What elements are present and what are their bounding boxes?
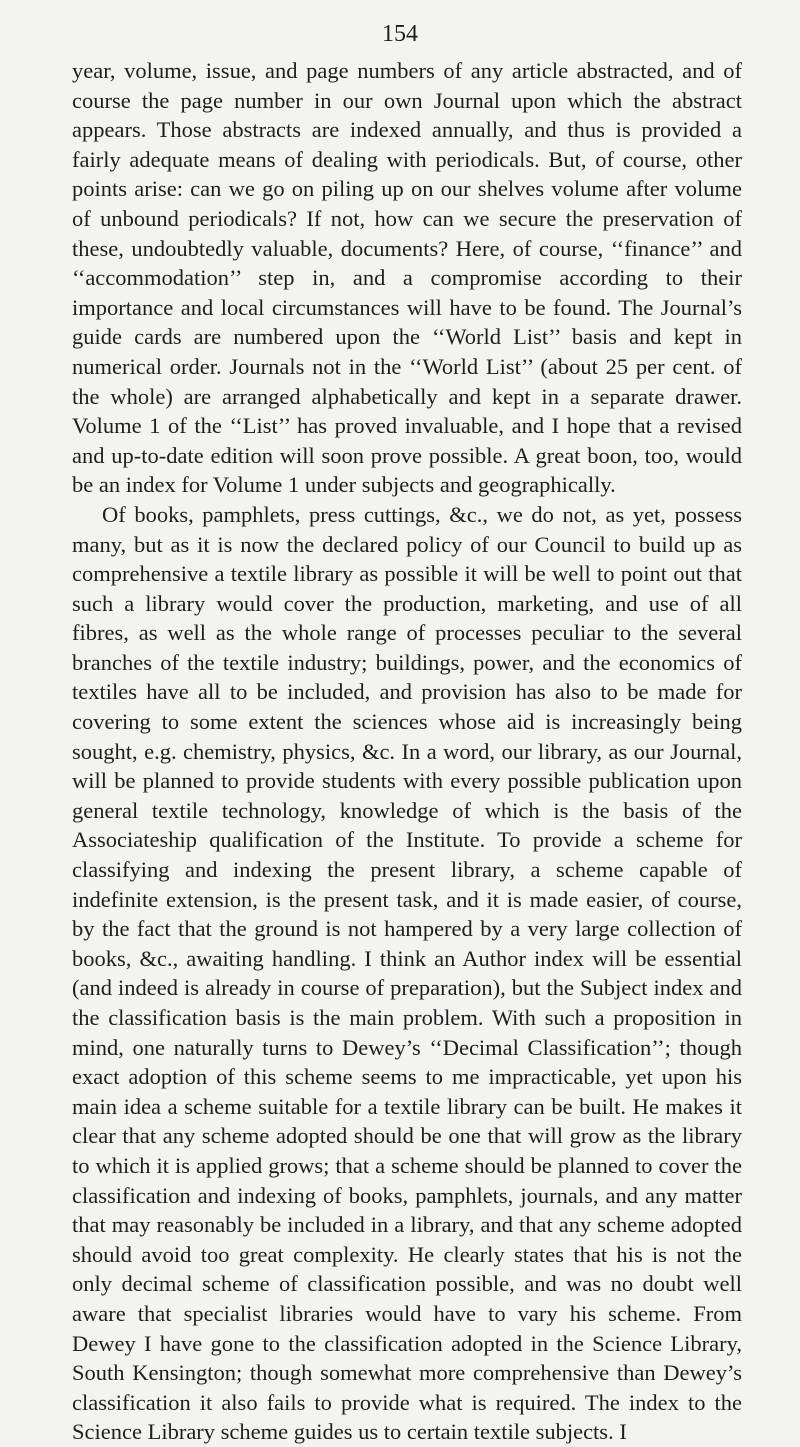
page-number: 154	[382, 21, 418, 47]
paragraph-periodicals: year, volume, issue, and page numbers of any article abstracted, and of course the page number in our own Journal upon which the abstract appears. Those abstracts are indexed annually, and thus is provided a fairly adequate means of dealing with periodicals. But, of course, other points arise: can we go on piling up on our shelves volume after volume of unbound periodicals? If not, how can we secure the preservation of these, undoubtedly valuable, documents? Here, of course, ‘‘finance’’ and ‘‘accommodation’’ step in, and a compromise according to their importance and local circumstances will have to be found. The Journal’s guide cards are numbered upon the ‘‘World List’’ basis and kept in numerical order. Journals not in the ‘‘World List’’ (about 25 per cent. of the whole) are arranged alphabetically and kept in a separate drawer. Volume 1 of the ‘‘List’’ has proved invaluable, and I hope that a revised and up-to-date edition will soon prove possible. A great boon, too, would be an index for Volume 1 under subjects and geographically.	[72, 58, 742, 498]
paragraph-library-classification: Of books, pamphlets, press cuttings, &c., we do not, as yet, possess many, but as it is now the declared policy of our Council to build up as comprehensive a textile library as possible it will be well to point out that such a library would cover the production, marketing, and use of all fibres, as well as the whole range of processes peculiar to the several branches of the textile industry; buildings, power, and the economics of textiles have all to be included, and provision has also to be made for covering to some extent the sciences whose aid is increasingly being sought, e.g. chemistry, physics, &c. In a word, our library, as our Journal, will be planned to provide students with every possible publication upon general textile technology, knowledge of which is the basis of the Associateship qualification of the Institute. To provide a scheme for classifying and indexing the present library, a scheme capable of indefinite extension, is the present task, and it is made easier, of course, by the fact that the ground is not hampered by a very large collection of books, &c., awaiting handling. I think an Author index will be essential (and indeed is already in course of preparation), but the Subject index and the classification basis is the main problem. With such a proposition in mind, one naturally turns to Dewey’s ‘‘Decimal Classification’’; though exact adoption of this scheme seems to me impracticable, yet upon his main idea a scheme suitable for a textile library can be built. He makes it clear that any scheme adopted should be one that will grow as the library to which it is applied grows; that a scheme should be planned to cover the classification and indexing of books, pamphlets, journals, and any matter that may reasonably be included in a library, and that any scheme adopted should avoid too great complexity. He clearly states that his is not the only decimal scheme of classification possible, and was no doubt well aware that specialist libraries would have to vary his scheme. From Dewey I have gone to the classification adopted in the Science Library, South Kensington; though somewhat more comprehensive than Dewey’s classification it also fails to provide what is required. The index to the Science Library scheme guides us to certain textile subjects. I	[72, 501, 742, 1445]
body-text	[72, 56, 742, 1447]
